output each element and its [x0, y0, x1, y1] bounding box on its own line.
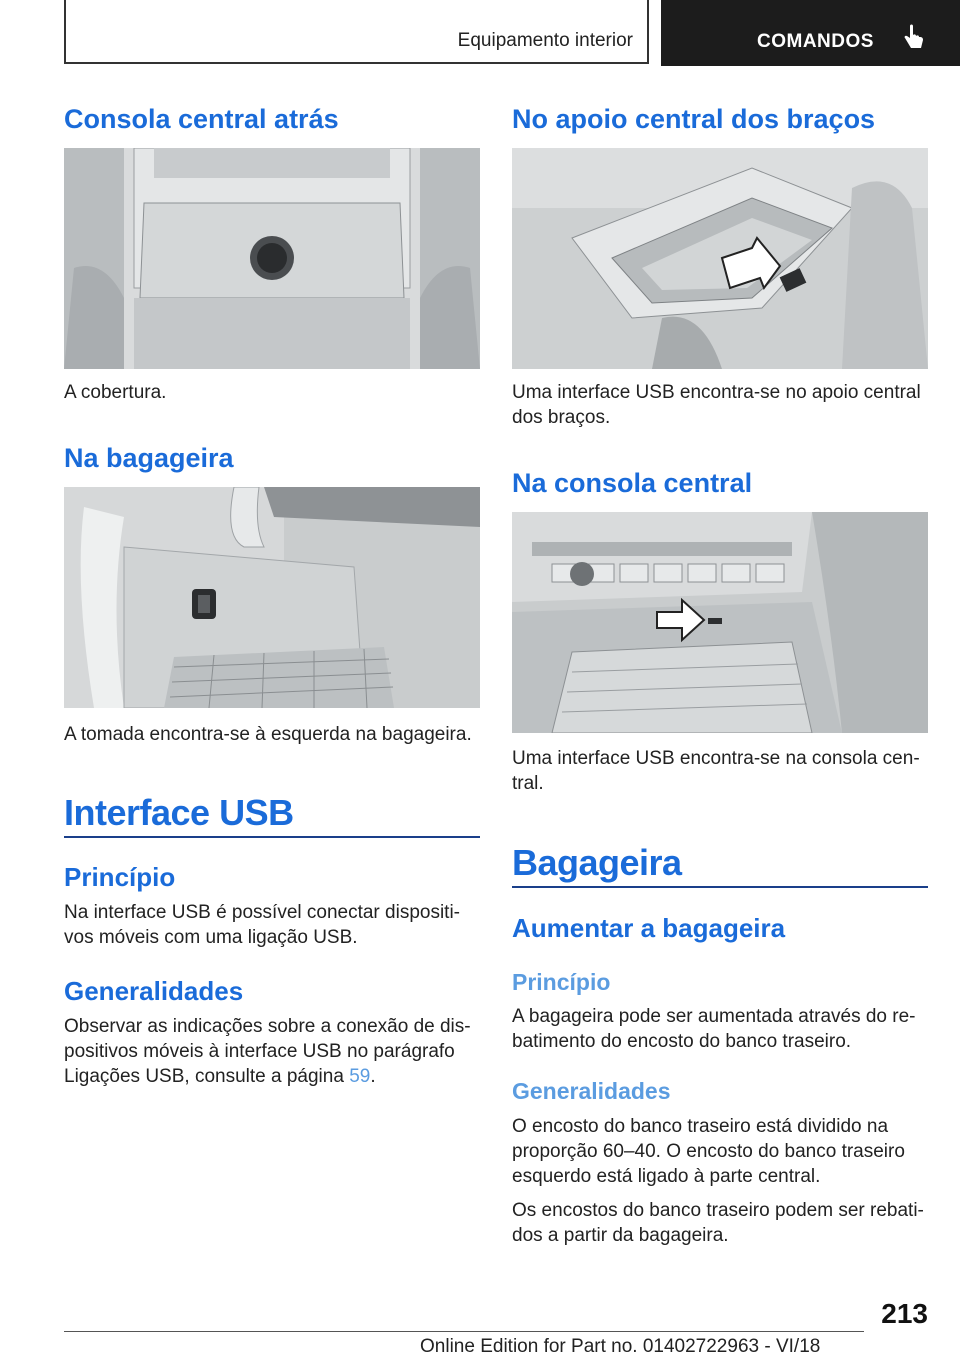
heading-aumentar-bagageira: Aumentar a bagageira — [512, 913, 786, 943]
heading-na-bagageira: Na bagageira — [64, 443, 234, 473]
footer-rule — [64, 1331, 864, 1332]
page-link-59[interactable]: 59 — [349, 1066, 371, 1087]
header-chapter-tab — [661, 0, 960, 66]
heading-apoio-central: No apoio central dos braços — [512, 104, 876, 134]
heading-principio-right: Princípio — [512, 969, 611, 995]
paragraph-generalidades — [64, 1014, 480, 1089]
image-trunk-socket — [64, 487, 480, 708]
heading-bagageira-main: Bagageira — [512, 842, 682, 883]
paragraph-generalidades-text: Observar as indicações sobre a conexão de dis-positivos móveis à interface USB no parágrafo Ligações USB, consulte a página — [64, 1016, 471, 1087]
image-rear-console-cover — [64, 148, 480, 369]
pointing-hand-icon — [903, 24, 925, 52]
heading-interface-usb: Interface USB — [64, 792, 294, 833]
image-center-console-usb — [512, 512, 928, 733]
paragraph-principio-right: A bagageira pode ser aumentada através do re-batimento do encosto do banco traseiro. — [512, 1006, 916, 1052]
paragraph-generalidades-end: . — [370, 1066, 376, 1087]
caption-consola-atras: A cobertura. — [64, 382, 167, 403]
caption-na-bagageira: A tomada encontra-se à esquerda na bagageira. — [64, 724, 472, 745]
heading-consola-central: Na consola central — [512, 468, 753, 498]
header-section-title: Equipamento interior — [457, 30, 633, 51]
image-armrest-usb — [512, 148, 928, 369]
caption-apoio-central: Uma interface USB encontra-se no apoio central dos braços. — [512, 382, 921, 428]
paragraph-generalidades-right-2: Os encostos do banco traseiro podem ser rebati-dos a partir da bagageira. — [512, 1200, 924, 1246]
page-number: 213 — [881, 1298, 928, 1329]
heading-consola-atras: Consola central atrás — [64, 104, 339, 134]
heading-rule — [64, 836, 480, 838]
heading-generalidades-right: Generalidades — [512, 1078, 671, 1104]
paragraph-principio: Na interface USB é possível conectar dispositi-vos móveis com uma ligação USB. — [64, 902, 461, 948]
header-chapter-title: COMANDOS — [757, 31, 874, 52]
paragraph-generalidades-right-1: O encosto do banco traseiro está dividido na proporção 60–40. O encosto do banco traseiro esquerdo está ligado à parte central. — [512, 1116, 905, 1187]
heading-principio: Princípio — [64, 862, 176, 892]
caption-consola-central: Uma interface USB encontra-se na consola cen-tral. — [512, 748, 920, 794]
header-section-tab — [64, 0, 649, 64]
footer-edition: Online Edition for Part no. 01402722963 - VI/18 — [420, 1336, 821, 1357]
heading-rule — [512, 886, 928, 888]
heading-generalidades: Generalidades — [64, 976, 244, 1006]
